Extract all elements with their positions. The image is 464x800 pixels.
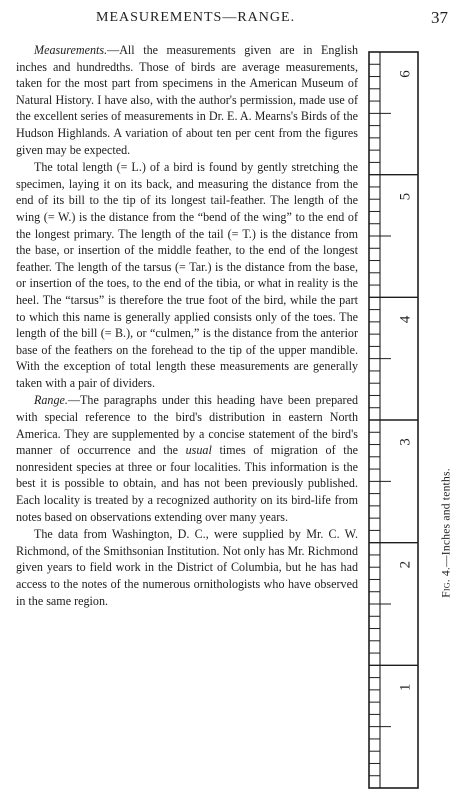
inch-ruler-svg bbox=[368, 50, 420, 790]
ruler-label-3: 3 bbox=[397, 438, 414, 446]
figure-caption-text: —Inches and tenths. bbox=[439, 468, 453, 567]
paragraph-washington bbox=[16, 526, 358, 609]
figure-caption bbox=[434, 428, 458, 638]
ruler-label-5: 5 bbox=[397, 192, 414, 201]
ruler-label-2: 2 bbox=[397, 560, 414, 569]
measurements-text: —All the measurements given are in English inches and hundredths. Those of birds are average measurements, taken for the most part from specimens in the American Museum of Natural History. I have also, with the author's permission, made use of the excellent series of measurements in Dr. E. A. Mearns's Birds of the Hudson Highlands. A variation of about ten per cent from the figures given may be expected. bbox=[16, 43, 358, 157]
ruler-label-6: 6 bbox=[397, 70, 414, 78]
page-number: 37 bbox=[431, 8, 448, 27]
range-lead: Range. bbox=[34, 393, 68, 408]
washington-text: The data from Washington, D. C., were supplied by Mr. C. W. Richmond, of the Smithsonian Institution. Not only has Mr. Richmond given years to field work in the District of Columbia, but he has had access to the notes of the numerous ornithologists who have observed in the same region. bbox=[16, 527, 358, 608]
total-length-text: The total length (= L.) of a bird is found by gently stretching the specimen, laying it on its back, and measuring the distance from the end of its bill to the tip of its longest tail-feather. The length of the wing (= W.) is the distance from the “bend of the wing” to the end of the longest primary. The length of the tail (= T.) is the distance from the base, or insertion of the middle feather, to the end of the longest feather. The length of the tarsus (= Tar.) is the distance from the base, or insertion of the toes, to the end of the tibia, or what in reality is the heel. The “tarsus” is therefore the true foot of the bird, while the part to which this name is generally applied consists only of the toes. The length of the bill (= B.), or “culmen,” is the distance from the anterior base of the feathers on the forehead to the tip of the upper mandible. With the exception of total length these measurements are generally taken with a pair of dividers. bbox=[16, 160, 358, 390]
measurements-lead: Measurements. bbox=[34, 43, 108, 57]
range-text-2: times of migration of the nonresident species at three or four localities. This information is the best it is possible to obtain, and has not been previously published. Each locality is treated by a recognized authority on its bird-life from notes based on observations extending over many years. bbox=[16, 443, 358, 524]
paragraph-total-length bbox=[16, 159, 358, 391]
ruler-label-1: 1 bbox=[397, 683, 414, 692]
range-text-1: —The paragraphs under this heading have been prepared with special reference to the bird's distribution in eastern North America. They are supplemented by a concise statement of the bird's manner of occurrence and the bbox=[16, 393, 358, 458]
ruler-label-4: 4 bbox=[397, 315, 414, 324]
paragraph-range bbox=[16, 392, 358, 525]
figure-caption-label: Fig. 4. bbox=[439, 566, 453, 598]
paragraph-measurements bbox=[16, 42, 358, 158]
inch-ruler bbox=[368, 50, 420, 790]
running-head: MEASUREMENTS—RANGE. bbox=[96, 10, 296, 25]
body-text bbox=[16, 42, 358, 609]
range-usual: usual bbox=[185, 443, 212, 458]
